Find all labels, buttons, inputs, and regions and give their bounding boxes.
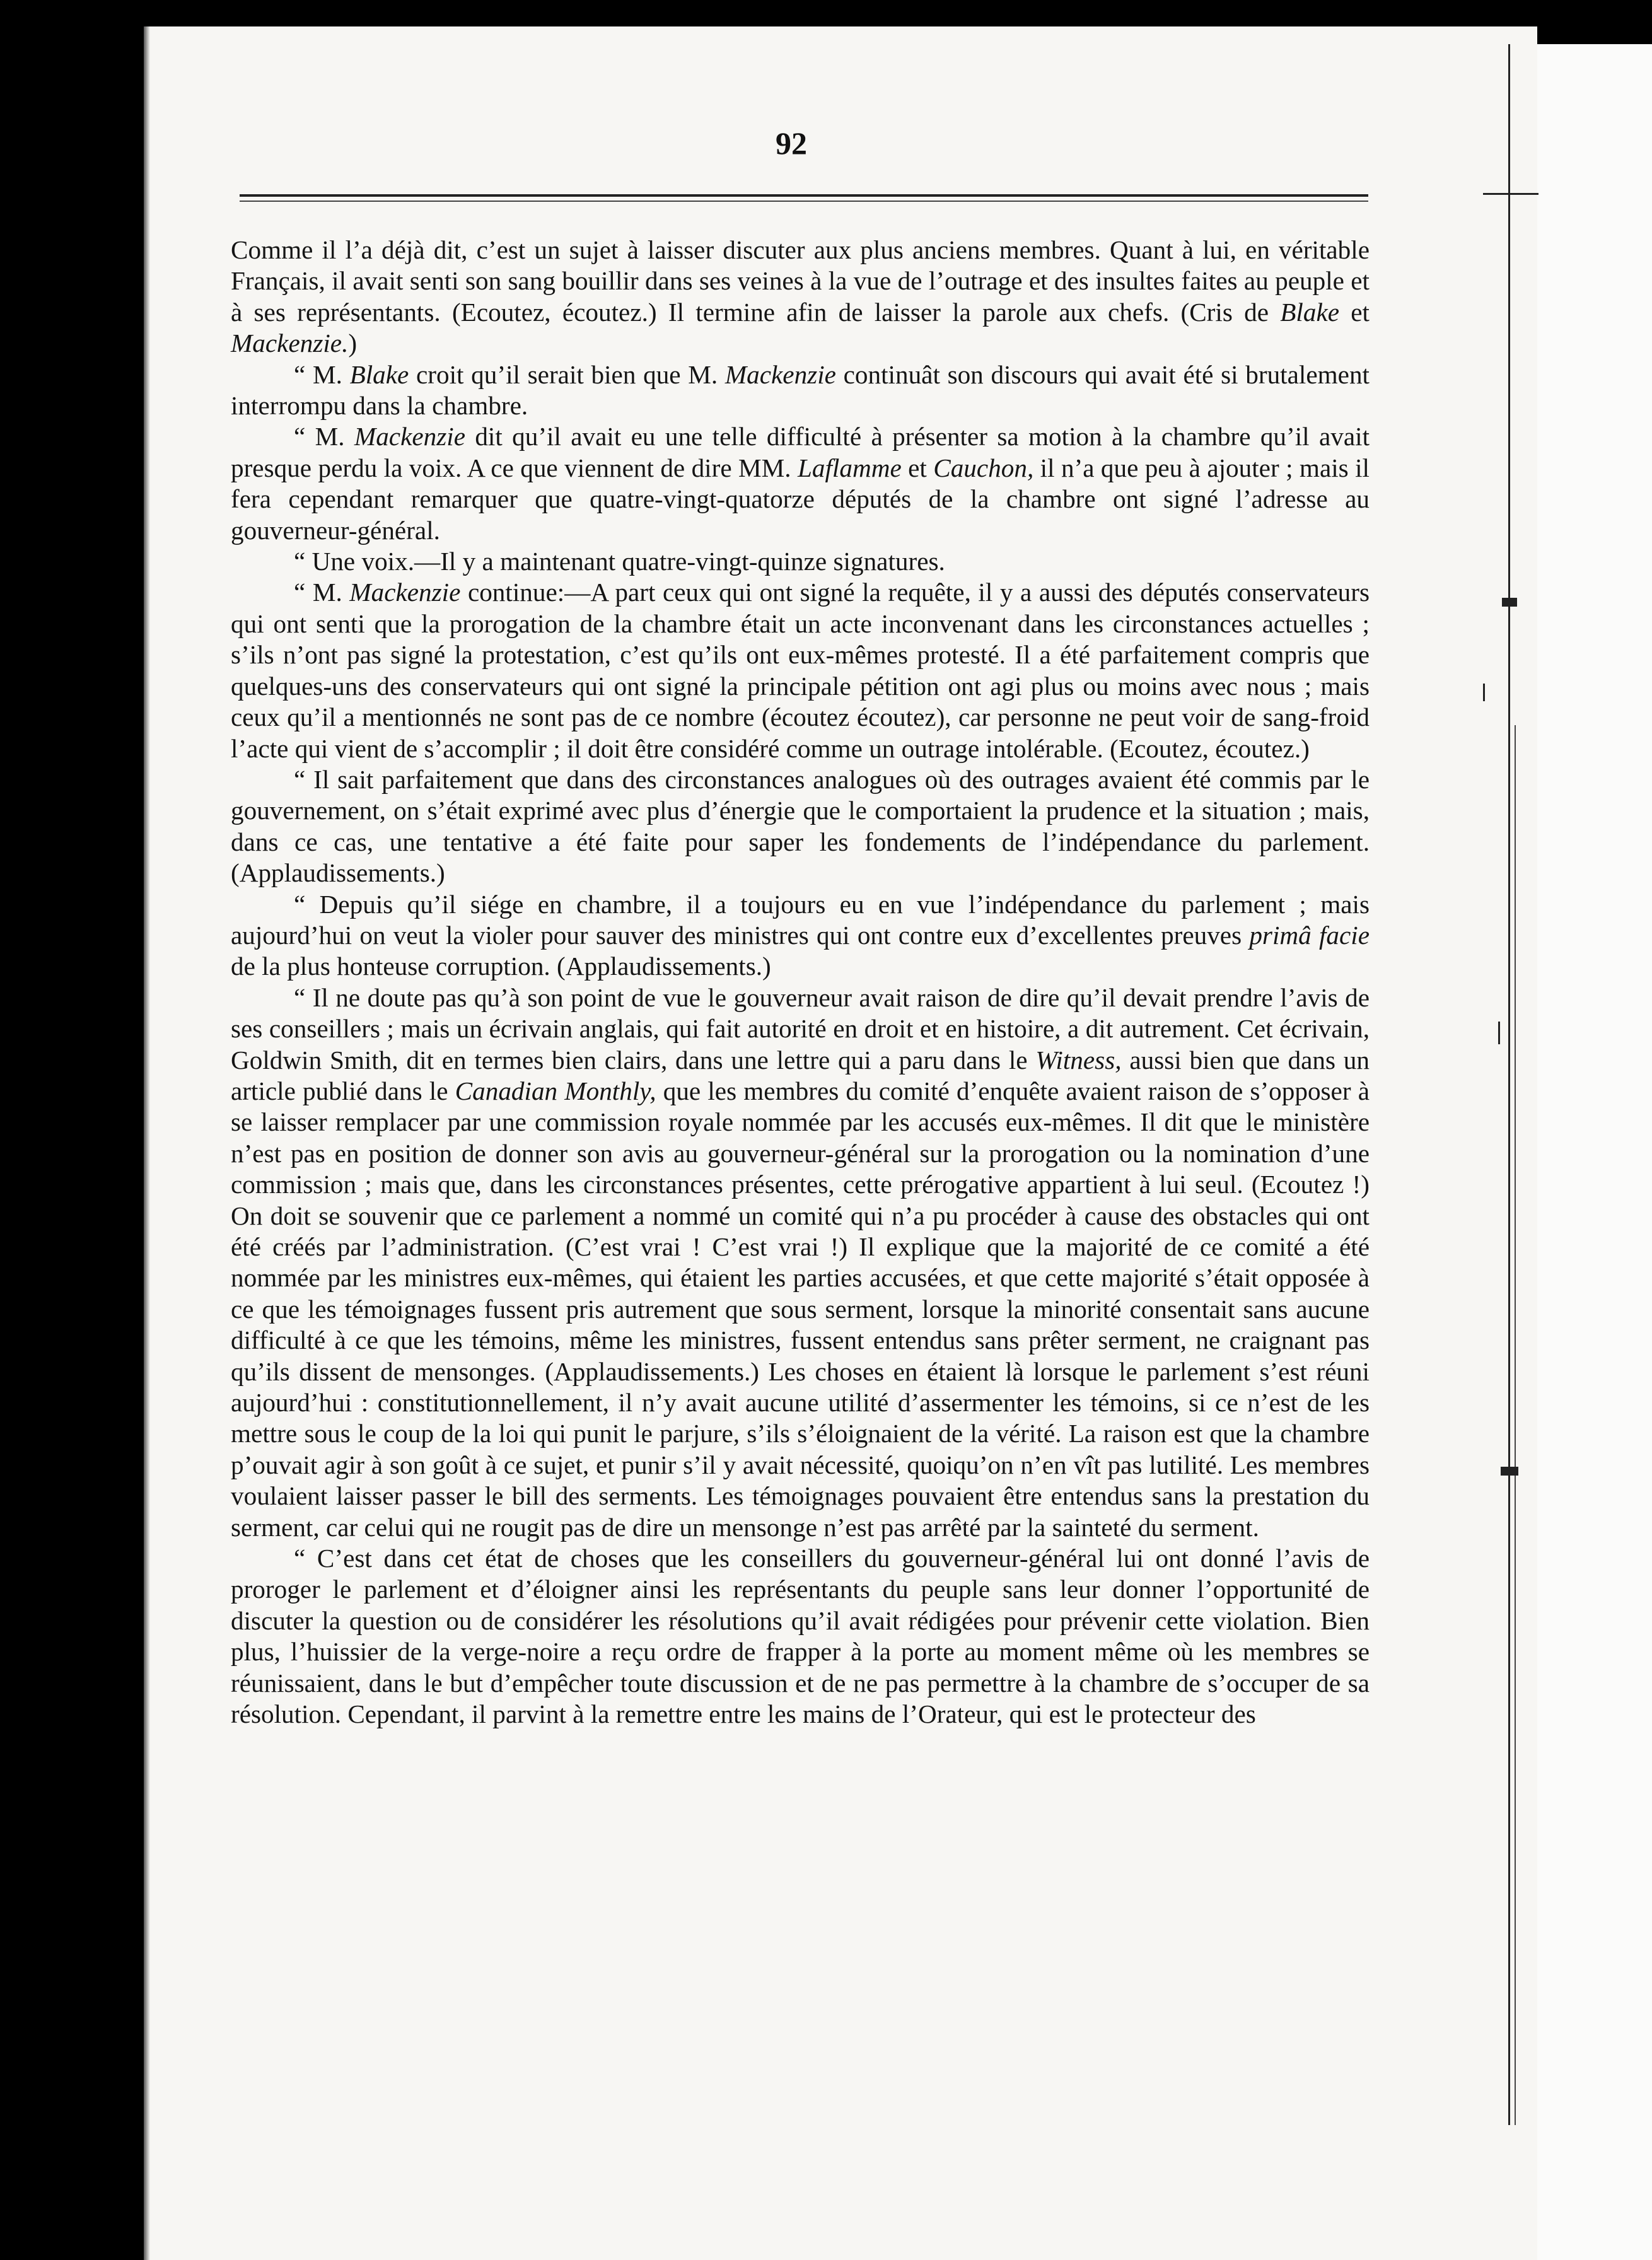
paragraph xyxy=(231,889,1370,982)
text-run: “ Il ne doute pas qu’à son point de vue le gouverneur avait raison de dire qu’il devait prendre l’avis de ses conseillers ; mais un écrivain anglais, qui fait autorité en droit et en histoire, a dit autrement. Cet écrivain, Goldwin Smith, dit en termes bien clairs, dans une lettre qui a paru dans le xyxy=(231,982,1370,1075)
italic-text-run: Cauchon, xyxy=(933,453,1034,482)
margin-tick xyxy=(1502,598,1517,607)
page-left-edge xyxy=(144,26,150,2260)
italic-text-run: Mackenzie xyxy=(724,359,836,389)
text-run: “ M. xyxy=(294,422,354,451)
italic-text-run: Mackenzie. xyxy=(231,329,349,358)
italic-text-run: primâ facie xyxy=(1249,920,1370,950)
text-run: et xyxy=(901,453,934,482)
italic-text-run: Canadian Monthly, xyxy=(455,1076,656,1105)
paragraph xyxy=(231,359,1370,422)
text-run: “ Depuis qu’il siége en chambre, il a toujours eu en vue l’indépendance du parlement ; mais aujourd’hui on veut la violer pour sauver des ministres qui ont contre eux d’excellentes preuves xyxy=(231,889,1370,950)
text-run: “ Une voix.—Il y a maintenant quatre-vingt-quinze signatures. xyxy=(294,547,945,576)
margin-tick xyxy=(1501,1467,1518,1476)
page-fold-line xyxy=(1508,44,1510,2125)
text-run: “ C’est dans cet état de choses que les conseillers du gouverneur-général lui ont donné l’avis de proroger le parlement et d’éloigner ainsi les représentants du peuple sans leur donner l’opportunité de discuter la question ou de considérer les résolutions qu’il avait rédigées pour prévenir cette violation. Bien plus, l’huissier de la verge-noire a reçu ordre de frapper à la porte au moment même où les membres se réunissaient, dans le but d’empêcher toute discussion et de ne pas permettre à la chambre de s’occuper de sa résolution. Cependant, il parvint à la remettre entre les mains de l’Orateur, qui est le protecteur des xyxy=(231,1544,1370,1729)
text-run: croit qu’il serait bien que M. xyxy=(409,359,725,389)
paragraph xyxy=(231,546,1370,577)
margin-tick xyxy=(1498,1022,1500,1044)
italic-text-run: Mackenzie xyxy=(349,578,461,607)
italic-text-run: Witness, xyxy=(1035,1045,1122,1075)
text-run: continue:—A part ceux qui ont signé la requête, il y a aussi des députés conservateurs qui ont senti que la prorogation de la chambre était un acte inconvenant dans les circonstances actuelles ; s’ils n’ont pas signé la protestation, c’est qu’ils ont eux-mêmes protesté. Il a été parfaitement compris que quelques-uns des conservateurs qui ont signé la principale pétition ont agi plus ou moins avec nous ; mais ceux qu’il a mentionnés ne sont pas de ce nombre (écoutez écoutez), car personne ne peut voir de sang-froid l’acte qui vient de s’accomplir ; il doit être considéré comme un outrage intolérable. (Ecoutez, écoutez.) xyxy=(231,578,1370,763)
paragraph xyxy=(231,577,1370,764)
text-run: dit qu’il avait eu une telle difficulté à présenter sa motion à la chambre qu’il avait presque perdu la voix. A ce que viennent de dire MM. xyxy=(231,422,1370,482)
text-run: “ Il sait parfaitement que dans des circonstances analogues où des outrages avaient été commis par le gouvernement, on s’était exprimé avec plus d’énergie que le comportaient la prudence et la situation ; mais, dans ce cas, une tentative a été faite pour saper les fondements de l’indépendance du parlement. (Applaudissements.) xyxy=(231,764,1370,888)
italic-text-run: Laflamme xyxy=(797,453,902,482)
margin-tick xyxy=(1483,193,1539,195)
paragraph xyxy=(231,982,1370,1543)
adjacent-page-margin xyxy=(1537,44,1652,2260)
italic-text-run: Blake xyxy=(349,359,409,389)
text-run: et xyxy=(1339,297,1370,327)
header-rule xyxy=(240,194,1368,197)
body-text xyxy=(231,235,1370,1730)
text-run: “ M. xyxy=(294,578,350,607)
text-run: Comme il l’a déjà dit, c’est un sujet à laisser discuter aux plus anciens membres. Quant à lui, en véritable Français, il avait senti son sang bouillir dans ses veines à la vue de l’outrage et des insultes faites au peuple et à ses représentants. (Ecoutez, écoutez.) Il termine afin de laisser la parole aux chefs. (Cris de xyxy=(231,235,1370,327)
header-rule-thin xyxy=(240,201,1368,202)
paragraph xyxy=(231,1543,1370,1730)
page-number: 92 xyxy=(776,125,807,161)
paragraph xyxy=(231,235,1370,359)
text-run: il n’a que peu à ajouter ; mais il fera cependant remarquer que quatre-vingt-quatorze députés de la chambre ont signé l’adresse au gouverneur-général. xyxy=(231,453,1370,545)
text-run: aussi bien que dans un article publié dans le xyxy=(231,1045,1370,1105)
text-run: “ M. xyxy=(294,359,350,389)
italic-text-run: Mackenzie xyxy=(354,422,465,451)
text-run: ) xyxy=(348,329,358,358)
page-fold-line-secondary xyxy=(1515,725,1516,2125)
paragraph xyxy=(231,421,1370,546)
text-run: continuât son discours qui avait été si brutalement interrompu dans la chambre. xyxy=(231,359,1370,421)
text-run: que les membres du comité d’enquête avaient raison de s’opposer à se laisser remplacer par une commission royale nommée par les accusés eux-mêmes. Il dit que le ministère n’est pas en position de donner son avis au gouverneur-général sur la prorogation ou la nomination d’une commission ; mais que, dans les circonstances présentes, cette prérogative appartient à lui seul. (Ecoutez !) On doit se souvenir que ce parlement a nommé un comité qui n’a pu procéder à cause des obstacles qui ont été créés par l’administration. (C’est vrai ! C’est vrai !) Il explique que la majorité de ce comité a été nommée par les ministres eux-mêmes, qui étaient les parties accusées, et que cette majorité s’était opposée à ce que les témoignages fussent pris autrement que sous serment, lorsque la minorité consentait sans aucune difficulté à ce que les témoins, même les ministres, fussent entendus sans prêter serment, ne craignant pas qu’ils dissent de mensonges. (Applaudissements.) Les choses en étaient là lorsque le parlement s’est réuni aujourd’hui : constitutionnellement, il n’y avait aucune utilité d’assermenter les témoins, si ce n’est de les mettre sous le coup de la loi qui punit le parjure, s’ils s’éloignaient de la vérité. La raison est que la chambre p’ouvait agir à son goût à ce sujet, et punir s’il y avait nécessité, quoiqu’on n’en vît pas lutilité. Les membres voulaient laisser passer le bill des serments. Les témoignages pouvaient être entendus sans la prestation du serment, car celui qui ne rougit pas de dire un mensonge n’est pas arrêté par la sainteté du serment. xyxy=(231,1076,1370,1542)
text-run: de la plus honteuse corruption. (Applaudissements.) xyxy=(231,952,771,981)
italic-text-run: Blake xyxy=(1280,297,1340,327)
margin-tick xyxy=(1483,684,1485,701)
paragraph xyxy=(231,764,1370,889)
